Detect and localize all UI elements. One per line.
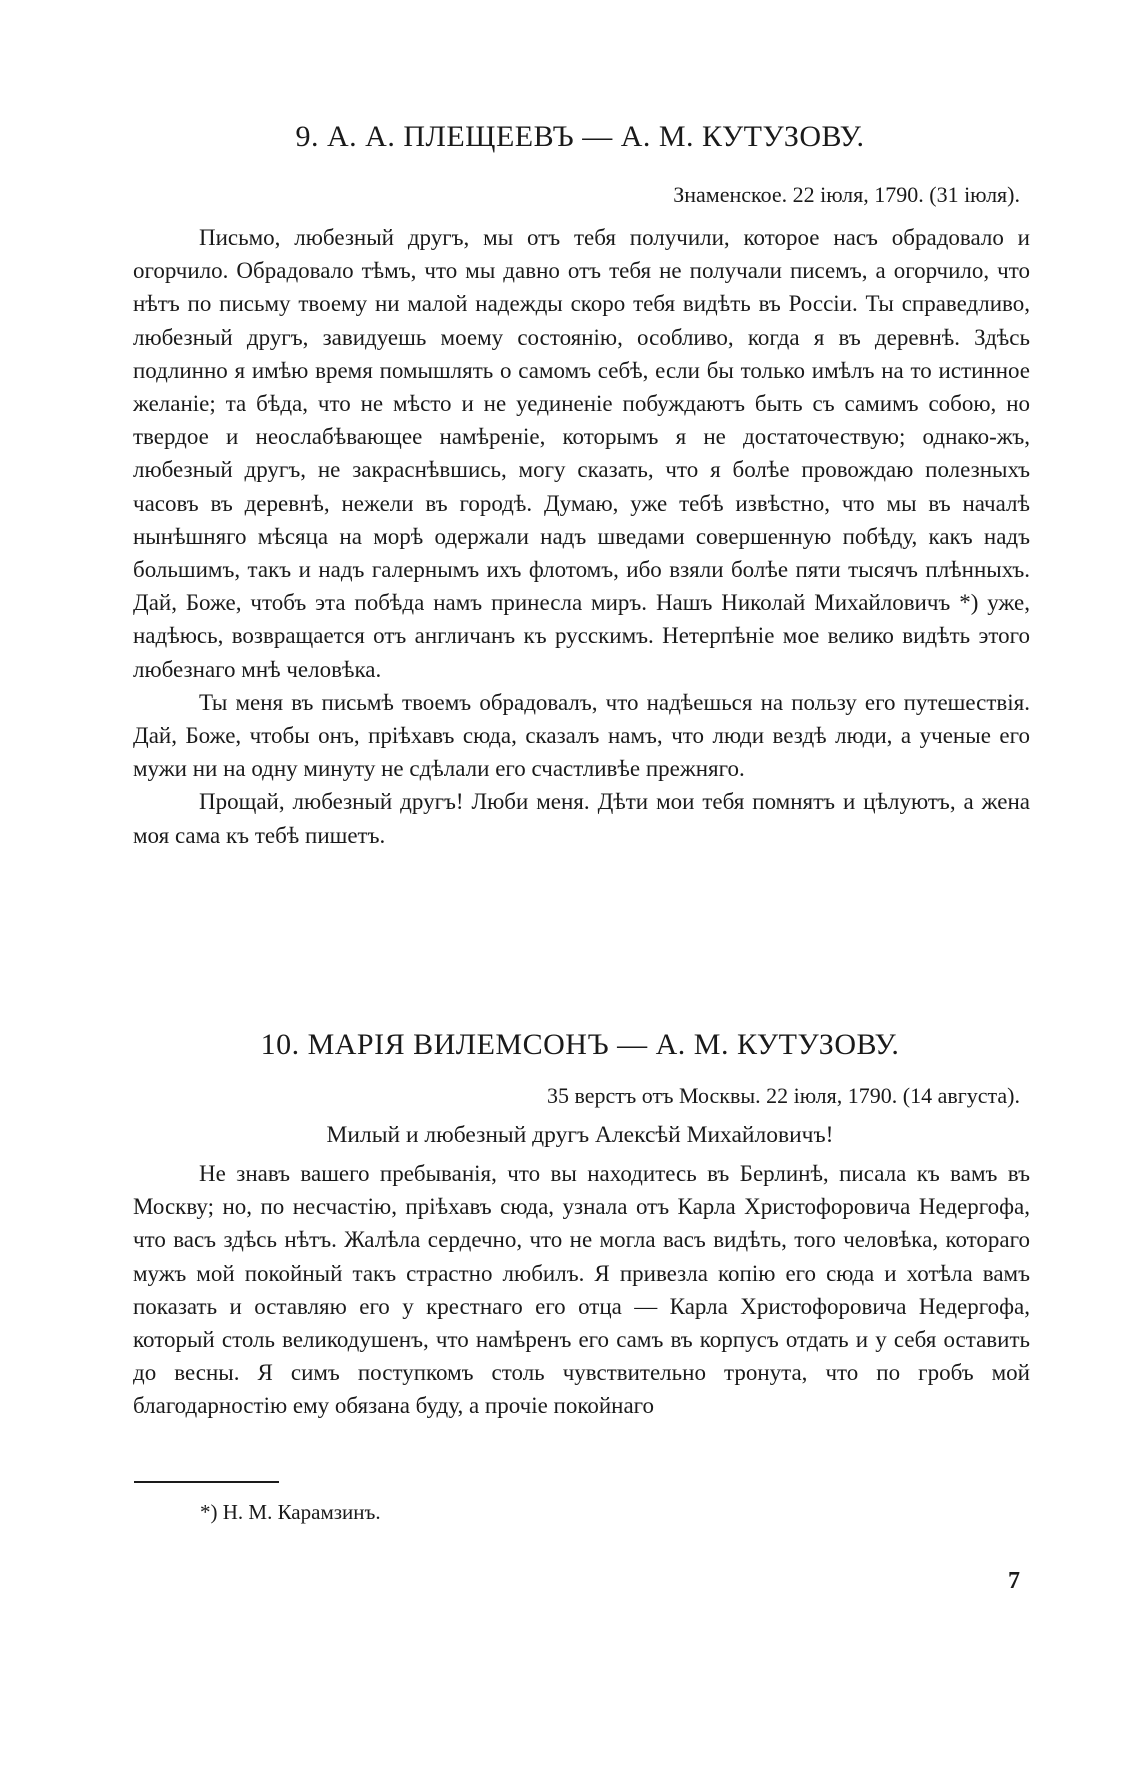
- letter-body: [133, 221, 1030, 852]
- letter-title: 10. МАРІЯ ВИЛЕМСОНЪ — А. М. КУТУЗОВУ.: [260, 1028, 900, 1061]
- page-number: 7: [1008, 1568, 1020, 1594]
- paragraph: Ты меня въ письмѣ твоемъ обрадовалъ, что надѣешься на пользу его путешествія. Дай, Боже, чтобы онъ, пріѣхавъ сюда, сказалъ намъ, что люди вездѣ люди, а ученые его мужи ни на одну минуту не сдѣлали его счастливѣе прежняго.: [133, 689, 1030, 782]
- paragraph: Прощай, любезный другъ! Люби меня. Дѣти мои тебя помнятъ и цѣлуютъ, а жена моя сама къ тебѣ пишетъ.: [133, 789, 1030, 848]
- letter-body: [133, 1157, 1030, 1423]
- paragraph: Не знавъ вашего пребыванія, что вы находитесь въ Берлинѣ, писала къ вамъ въ Москву; но, по несчастію, пріѣхавъ сюда, узнала отъ Карла Христофоровича Недергофа, что васъ здѣсь нѣтъ. Жалѣла сердечно, что не могла васъ видѣть, того человѣка, котораго мужъ мой покойный такъ страстно любилъ. Я привезла копію его сюда и хотѣла вамъ показать и оставляю его у крестнаго его отца — Карла Христофоровича Недергофа, который столь великодушенъ, что намѣренъ его самъ въ корпусъ отдать и у себя оставить до весны. Я симъ поступкомъ столь чувствительно тронута, что по гробъ мой благодарностію ему обязана буду, а прочіе покойнаго: [133, 1161, 1030, 1419]
- letter-title: 9. А. А. ПЛЕЩЕЕВЪ — А. М. КУТУЗОВУ.: [295, 120, 865, 153]
- letter-salutation: Милый и любезный другъ Алексѣй Михайловичъ!: [326, 1122, 834, 1148]
- paragraph: Письмо, любезный другъ, мы отъ тебя получили, которое насъ обрадовало и огорчило. Обрадовало тѣмъ, что мы давно отъ тебя не получали писемъ, а огорчило, что нѣтъ по письму твоему ни малой надежды скоро тебя видѣть въ Россіи. Ты справедливо, любезный другъ, завидуешь моему состоянію, особливо, когда я въ деревнѣ. Здѣсь подлинно я имѣю время помышлять о самомъ себѣ, если бы только имѣлъ на то истинное желаніе; та бѣда, что не мѣсто и не уединеніе побуждаютъ быть съ самимъ собою, но твердое и неослабѣвающее намѣреніе, которымъ я не достаточествую; однако-жъ, любезный другъ, не закраснѣвшись, могу сказать, что я болѣе провождаю полезныхъ часовъ въ деревнѣ, нежели въ городѣ. Думаю, уже тебѣ извѣстно, что мы въ началѣ нынѣшняго мѣсяца на морѣ одержали надъ шведами совершенную побѣду, какъ надъ большимъ, такъ и надъ галернымъ ихъ флотомъ, ибо взяли болѣе пяти тысячъ плѣнныхъ. Дай, Боже, чтобъ эта побѣда намъ принесла миръ. Нашъ Николай Михайловичъ *) уже, надѣюсь, возвращается отъ англичанъ къ русскимъ. Нетерпѣніе мое велико видѣть этого любезнаго мнѣ человѣка.: [133, 225, 1030, 682]
- letter-dateline: 35 верстъ отъ Москвы. 22 іюля, 1790. (14 августа).: [547, 1083, 1020, 1108]
- footnote: *) Н. М. Карамзинъ.: [200, 1500, 381, 1524]
- footnote-rule: [134, 1481, 279, 1483]
- letter-dateline: Знаменское. 22 іюля, 1790. (31 іюля).: [673, 182, 1020, 207]
